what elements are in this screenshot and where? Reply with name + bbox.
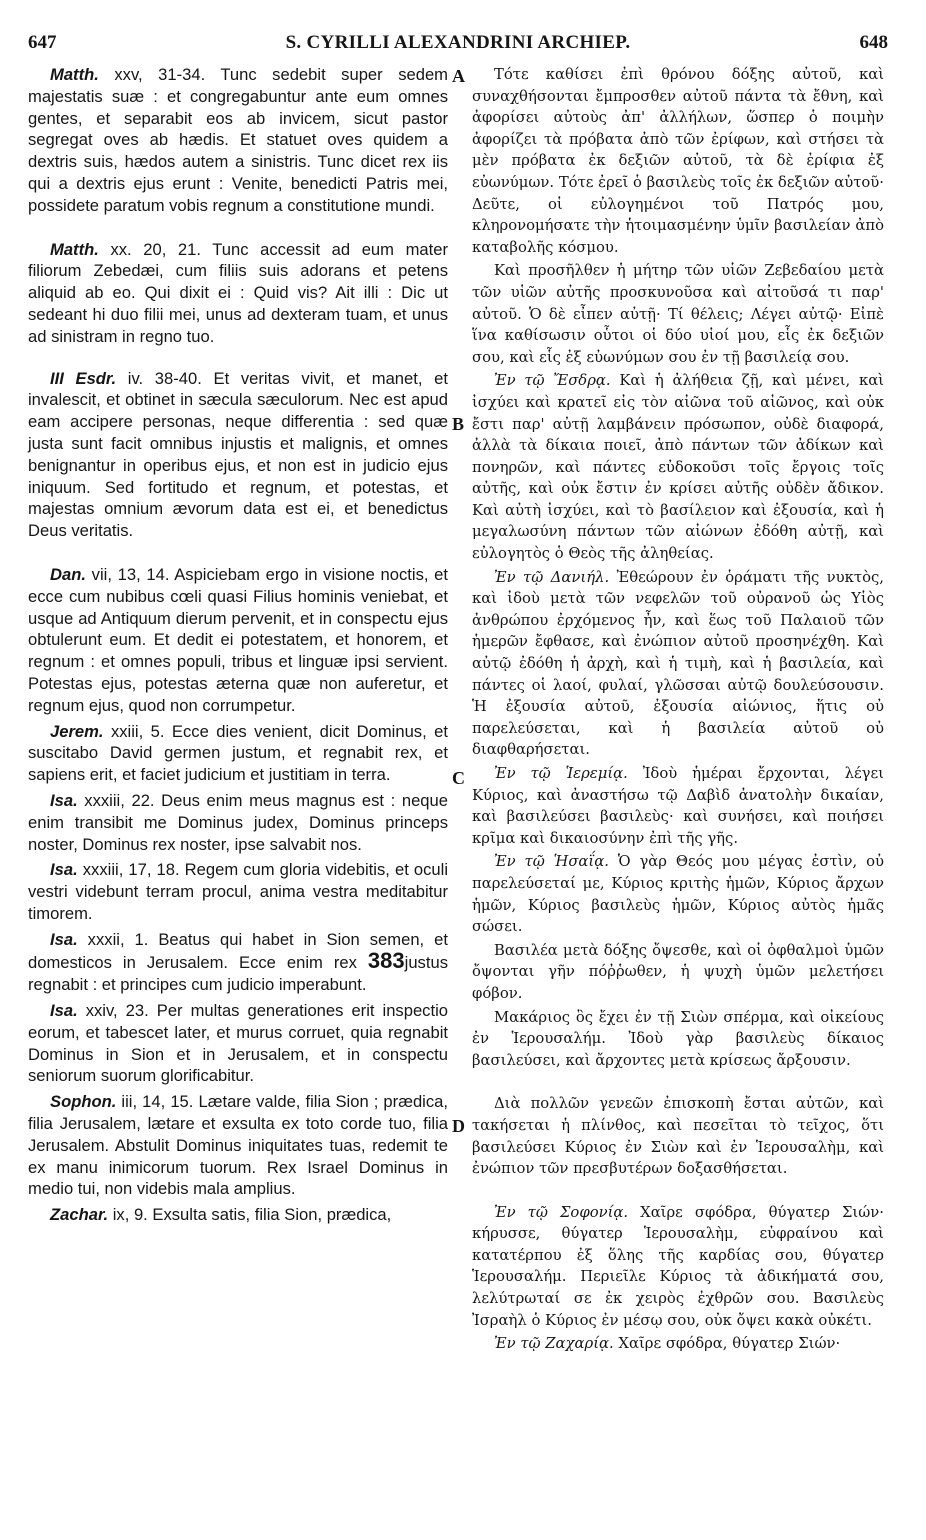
greek-passage bbox=[472, 1333, 884, 1355]
scripture-reference: Dan. bbox=[50, 564, 86, 584]
scripture-reference: Zachar. bbox=[50, 1205, 109, 1225]
passage-text: Βασιλέα μετὰ δόξης ὄψεσθε, καὶ οἱ ὀφθαλμοὶ ὑμῶν ὄψονται γῆν πόῤῥωθεν, ἡ ψυχὴ ὑμῶν μελετήσει φόβον. bbox=[472, 941, 884, 1002]
scripture-reference: Isa. bbox=[50, 929, 78, 949]
latin-passage bbox=[28, 1091, 448, 1200]
greek-passage bbox=[472, 1093, 884, 1179]
greek-passage bbox=[472, 1007, 884, 1072]
greek-passage bbox=[472, 370, 884, 564]
passage-text: ix, 9. Exsulta satis, filia Sion, prædica, bbox=[108, 1205, 392, 1225]
latin-passage bbox=[28, 239, 448, 348]
passage-intro: Ἐν τῷ Ἡσαΐᾳ. bbox=[494, 853, 609, 871]
latin-passage bbox=[28, 368, 448, 542]
passage-intro: Ἐν τῷ Σοφονίᾳ. bbox=[494, 1203, 629, 1221]
scripture-reference: Sophon. bbox=[50, 1092, 117, 1112]
latin-passage bbox=[28, 929, 448, 996]
page-number-right: 648 bbox=[859, 32, 888, 53]
latin-passage bbox=[28, 1204, 448, 1226]
greek-passage bbox=[472, 567, 884, 761]
page-number-left: 647 bbox=[28, 32, 57, 53]
passage-text: xxxiii, 17, 18. Regem cum gloria videbitis, et oculi vestri videbunt terram procul, anima vestra meditabitur timorem. bbox=[28, 860, 448, 923]
latin-passage bbox=[28, 790, 448, 855]
greek-column bbox=[472, 64, 884, 1355]
passage-text: Ἰδοὺ ἡμέραι ἔρχονται, λέγει Κύριος, καὶ ἀναστήσω τῷ Δαβὶδ ἀνατολὴν δικαίαν, καὶ βασιλεύσει βασιλεὺς· καὶ συνήσει, καὶ ποιήσει κρῖμα καὶ δικαιοσύνην ἐπὶ τῆς γῆς. bbox=[472, 765, 884, 847]
passage-text: iii, 14, 15. Lætare valde, filia Sion ; prædica, filia Jerusalem, lætare et exsulta ex toto corde tuo, filia Jerusalem. Abstulit Dominus iniquitates tuas, redemit te ex manu inimicorum tuorum. Rex Israel Dominus in medio tui, non videbis mala amplius. bbox=[28, 1092, 448, 1199]
passage-text: Χαῖρε σφόδρα, θύγατερ Σιών· κήρυσσε, θύγατερ Ἱερουσαλὴμ, εὐφραίνου καὶ κατατέρπου ἐξ ὅλης τῆς καρδίας σου, θύγατερ Ἱερουσαλήμ. Περιεῖλε Κύριος τὰ ἀδικήματά σου, λελύτρωταί σε ἐκ χειρὸς ἐχθρῶν σου. Βασιλεὺς Ἰσραὴλ ὁ Κύριος ἐν μέσῳ σου, οὐκ ὄψει κακὰ οὐκέτι. bbox=[472, 1203, 884, 1329]
passage-text: Μακάριος ὃς ἔχει ἐν τῇ Σιὼν σπέρμα, καὶ οἰκείους ἐν Ἱερουσαλήμ. Ἰδοὺ γὰρ βασιλεὺς δίκαιος βασιλεύσει, καὶ ἄρχοντες μετὰ κρίσεως ἄρξουσιν. bbox=[472, 1008, 884, 1069]
passage-text: xxiv, 23. Per multas generationes erit inspectio eorum, et tabescet later, et murus corruet, quia regnabit Dominus in Sion et in Jerusalem, et in conspectu seniorum suorum glorificabitur. bbox=[28, 1001, 448, 1086]
passage-text: xxiii, 5. Ecce dies venient, dicit Dominus, et suscitabo David germen justum, et regnabit rex, et sapiens erit, et faciet judicium et justitiam in terra. bbox=[28, 721, 448, 785]
passage-text: xxxii, 1. Beatus qui habet in Sion semen, et domesticos in Jerusalem. Ecce enim rex bbox=[28, 929, 448, 973]
latin-column bbox=[28, 64, 448, 1226]
margin-letter-d: D bbox=[452, 1116, 465, 1136]
greek-passage bbox=[472, 763, 884, 849]
passage-text: Τότε καθίσει ἐπὶ θρόνου δόξης αὐτοῦ, καὶ συναχθήσονται ἔμπροσθεν αὐτοῦ πάντα τὰ ἔθνη, καὶ ἀφορίσει αὐτοὺς ἀπ' ἀλλήλων, ὥσπερ ὁ ποιμὴν ἀφορίζει τὰ πρόβατα ἀπὸ τῶν ἐρίφων, καὶ στήσει τὰ μὲν πρόβατα ἐκ δεξιῶν αὐτοῦ, τὰ δὲ ἐρίφια ἐξ εὐωνύμων. Τότε ἐρεῖ ὁ βασιλεὺς τοῖς ἐκ δεξιῶν αὐτοῦ· Δεῦτε, οἱ εὐλογημένοι τοῦ Πατρός μου, κληρονομήσατε τὴν ἡτοιμασμένην ὑμῖν βασιλείαν ἀπὸ καταβολῆς κόσμου. bbox=[472, 66, 884, 256]
margin-letter-a: A bbox=[452, 66, 465, 86]
latin-passage bbox=[28, 859, 448, 924]
margin-letter-c: C bbox=[452, 768, 465, 788]
scripture-reference: Jerem. bbox=[50, 721, 104, 741]
column-number: 383 bbox=[367, 948, 405, 974]
scripture-reference: Matth. bbox=[50, 65, 99, 84]
passage-intro: Ἐν τῷ Ζαχαρίᾳ. bbox=[494, 1335, 614, 1353]
greek-passage bbox=[472, 260, 884, 368]
greek-passage bbox=[472, 940, 884, 1005]
latin-passage bbox=[28, 64, 448, 217]
passage-intro: Ἐν τῷ Ἱερεμίᾳ. bbox=[494, 765, 628, 782]
passage-text: Ἐθεώρουν ἐν ὁράματι τῆς νυκτὸς, καὶ ἰδοὺ μετὰ τῶν νεφελῶν τοῦ οὐρανοῦ ὡς Υἱὸς ἀνθρώπου ἐρχόμενος ἦν, καὶ ἕως τοῦ Παλαιοῦ τῶν ἡμερῶν ἔφθασε, καὶ ἐνώπιον αὐτοῦ προσηνέχθη. Καὶ αὐτῷ ἐδόθη ἡ ἀρχὴ, καὶ ἡ τιμὴ, καὶ ἡ βασιλεία, καὶ πάντες οἱ λαοί, φυλαί, γλῶσσαι αὐτῷ δουλεύσουσιν. Ἡ ἐξουσία αὐτοῦ, ἐξουσία αἰώνιος, ἥτις οὐ παρελεύσεται, καὶ ἡ βασιλεία αὐτοῦ οὐ διαφθαρήσεται. bbox=[472, 568, 885, 759]
latin-passage bbox=[28, 564, 448, 717]
greek-passage bbox=[472, 851, 884, 937]
passage-text: Διὰ πολλῶν γενεῶν ἐπισκοπὴ ἔσται αὐτῶν, καὶ τακήσεται ἡ πλίνθος, καὶ πεσεῖται τὸ τεῖχος, ὅτι βασιλεύσει Κύριος ἐν Σιὼν καὶ ἐν Ἱερουσαλὴμ, καὶ ἐνώπιον τῶν πρεσβυτέρων δοξασθήσεται. bbox=[472, 1095, 884, 1178]
passage-intro: Ἐν τῷ Δανιήλ. bbox=[494, 568, 610, 586]
passage-intro: Ἐν τῷ Ἔσδρᾳ. bbox=[494, 372, 611, 390]
passage-text: Καὶ ἡ ἀλήθεια ζῇ, καὶ μένει, καὶ ἰσχύει καὶ κρατεῖ εἰς τὸν αἰῶνα τοῦ αἰῶνος, καὶ οὐκ ἔστι παρ' αὐτῇ λαμβάνειν πρόσωπον, οὐδὲ διαφορά, ἀλλὰ τὰ δίκαια ποιεῖ, ἀπὸ πάντων τῶν ἀδίκων καὶ πονηρῶν, καὶ πάντες εὐδοκοῦσι τοῖς ἔργοις τοῖς αὐτῆς, καὶ οὐκ ἔστιν ἐν κρίσει αὐτῆς οὐδὲν ἄδικον. Καὶ αὐτὴ ἰσχύει, καὶ τὸ βασίλειον καὶ ἐξουσία, καὶ ἡ μεγαλωσύνη πάντων τῶν αἰώνων ἐδόθη αὐτῇ, καὶ εὐλογητὸς ὁ Θεὸς τῆς ἀληθείας. bbox=[472, 372, 884, 563]
passage-text: Καὶ προσῆλθεν ἡ μήτηρ τῶν υἱῶν Ζεβεδαίου μετὰ τῶν υἱῶν αὐτῆς προσκυνοῦσα καὶ αἰτοῦσά τι παρ' αὐτοῦ. Ὁ δὲ εἶπεν αὐτῇ· Τί θέλεις; Λέγει αὐτῷ· Εἰπὲ ἵνα καθίσωσιν οὗτοι οἱ δύο υἱοί μου, εἷς ἐκ δεξιῶν σου, καὶ εἷς ἐξ εὐωνύμων σου ἐν τῇ βασιλείᾳ σου. bbox=[472, 262, 884, 366]
greek-passage bbox=[472, 1202, 884, 1332]
passage-text: xxxiii, 22. Deus enim meus magnus est : neque enim transibit me Dominus judex, Dominus princeps noster, Dominus rex noster, ipse salvabit nos. bbox=[28, 790, 448, 854]
latin-passage bbox=[28, 721, 448, 786]
running-title: S. CYRILLI ALEXANDRINI ARCHIEP. bbox=[285, 32, 631, 53]
passage-text: vii, 13, 14. Aspiciebam ergo in visione noctis, et ecce cum nubibus cœli quasi Filius hominis veniebat, et usque ad Antiquum dierum pervenit, et in conspectu ejus obtulerunt eum. Et dedit ei potestatem, et honorem, et regnum : et omnes populi, tribus et linguæ ipsi servient. Potestas ejus, potestas æterna quæ non auferetur, et regnum ejus, quod non corrumpetur. bbox=[28, 564, 448, 715]
scripture-reference: III Esdr. bbox=[50, 368, 117, 388]
passage-text: xxv, 31-34. Tunc sedebit super sedem majestatis suæ : et congregabuntur ante eum omnes gentes, et separabit eos ab invicem, sicut pastor segregat oves ab hædis. Et statuet oves quidem a dextris suis, hædos autem a sinistris. Tunc dicet rex iis qui a dextris ejus erunt : Venite, benedicti Patris mei, possidete paratum vobis regnum a constitutione mundi. bbox=[28, 65, 448, 215]
scripture-reference: Isa. bbox=[50, 790, 78, 810]
scripture-reference: Isa. bbox=[50, 860, 78, 880]
scripture-reference: Isa. bbox=[50, 1001, 78, 1021]
passage-text: iv. 38-40. Et veritas vivit, et manet, et invalescit, et obtinet in sæcula sæculorum. Nec est apud eam accipere personas, neque differentia : sed quæ justa sunt facit omnibus injustis et malignis, et omnes benignantur in operibus ejus, et non est in judicio ejus iniquum. Sed fortitudo et regnum, et potestas, et majestas omnium ævorum data est ei, et benedictus Deus veritatis. bbox=[28, 368, 448, 541]
passage-text: Ὁ γὰρ Θεός μου μέγας ἐστὶν, οὐ παρελεύσεταί με, Κύριος κριτὴς ἡμῶν, Κύριος ἄρχων ἡμῶν, Κύριος βασιλεὺς ἡμῶν, Κύριος αὐτὸς ἡμᾶς σώσει. bbox=[472, 853, 884, 936]
scripture-reference: Matth. bbox=[50, 239, 99, 259]
passage-text: Χαῖρε σφόδρα, θύγατερ Σιών· bbox=[613, 1335, 841, 1353]
running-header bbox=[28, 32, 888, 62]
greek-passage bbox=[472, 64, 884, 258]
passage-text: xx. 20, 21. Tunc accessit ad eum mater filiorum Zebedæi, cum filiis suis adorans et petens aliquid ab eo. Qui dixit ei : Quid vis? Ait illi : Dic ut sedeant hi duo filii mei, unus ad dexteram tuam, et unus ad sinistram in regno tuo. bbox=[28, 239, 448, 346]
latin-passage bbox=[28, 1000, 448, 1087]
margin-letter-b: B bbox=[452, 414, 465, 434]
passage-text-continued: justus regnabit : et principes cum judicio imperabunt. bbox=[28, 953, 448, 995]
